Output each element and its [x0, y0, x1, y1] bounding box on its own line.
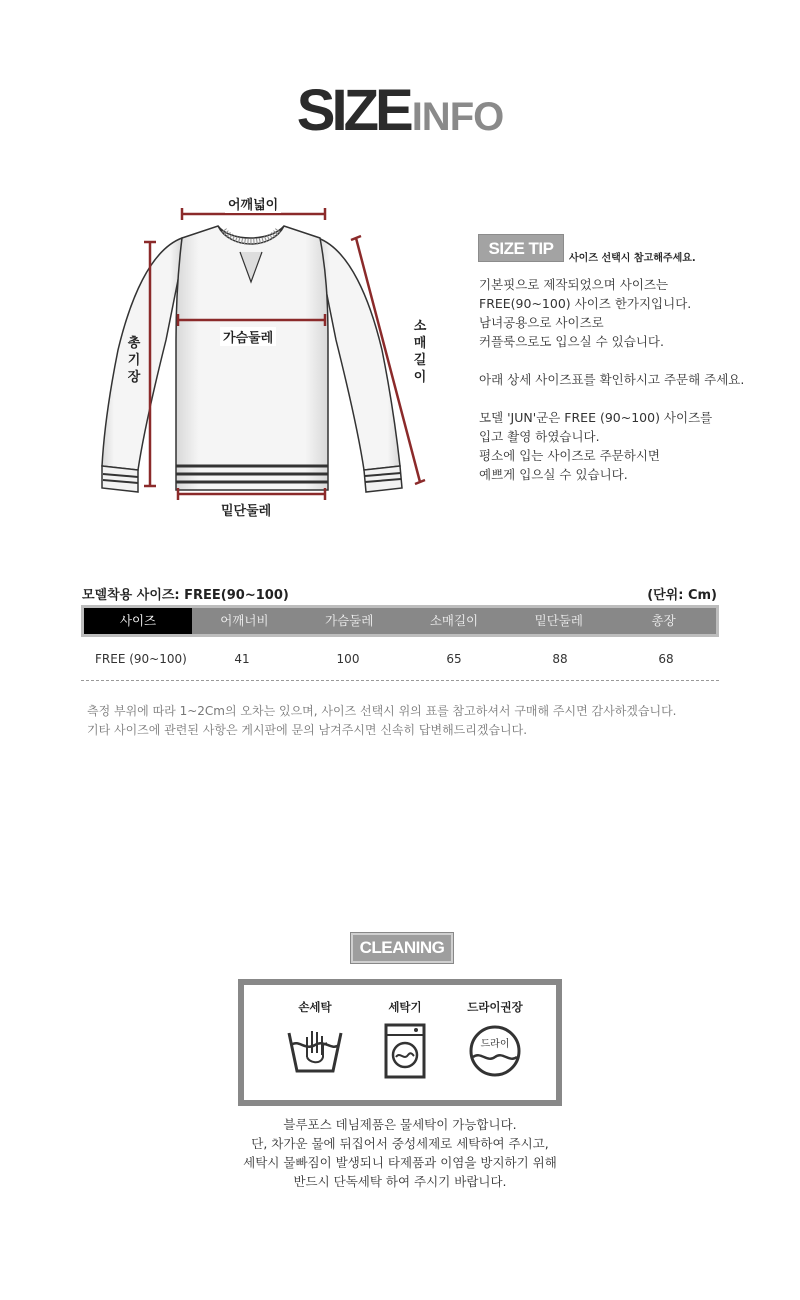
tip-gap [479, 351, 779, 370]
th-sleeve: 소매길이 [429, 613, 479, 628]
td-hem: 88 [552, 652, 568, 666]
size-tip-badge: SIZE TIP [478, 234, 564, 262]
note-line: 측정 부위에 따라 1~2Cm의 오차는 있으며, 사이즈 선택시 위의 표를 참고하셔서 구매해 주시면 감사하겠습니다. [87, 704, 677, 718]
label-shoulder: 어깨넓이 [225, 194, 281, 213]
size-tip-text [479, 275, 779, 484]
sweater-illustration [90, 190, 450, 530]
th-size: 사이즈 [84, 608, 192, 634]
care-washing-machine [360, 999, 450, 1079]
care-label: 손세탁 [298, 1000, 332, 1014]
th-hem: 밑단둘레 [534, 613, 583, 628]
tip-line: 기본핏으로 제작되었으며 사이즈는 [479, 277, 669, 292]
size-info-title [0, 78, 800, 143]
care-label: 세탁기 [388, 1000, 422, 1014]
label-chest: 가슴둘레 [220, 327, 276, 346]
th-chest: 가슴둘레 [325, 613, 374, 628]
model-size-label: 모델착용 사이즈: FREE(90~100) [82, 588, 289, 603]
tip-gap [479, 389, 779, 408]
size-tip-note: 사이즈 선택시 참고해주세요. [569, 253, 696, 264]
td-size: FREE (90~100) [95, 652, 187, 666]
cleaning-box [238, 979, 562, 1106]
cleaning-line: 블루포스 데님제품은 물세탁이 가능합니다. [283, 1117, 517, 1132]
note-line: 기타 사이즈에 관련된 사항은 게시판에 문의 남겨주시면 신속히 답변해드리겠습니다. [87, 723, 528, 737]
unit-label: (단위: Cm) [647, 588, 717, 603]
td-shoulder: 41 [234, 652, 250, 666]
dry-clean-icon-text: 드라이 [480, 1039, 510, 1050]
washing-machine-icon [382, 1023, 428, 1079]
tip-line: FREE(90~100) 사이즈 한가지입니다. [479, 296, 692, 311]
tip-line: 모델 'JUN'군은 FREE (90~100) 사이즈를 [479, 410, 713, 425]
tip-line: 예쁘게 입으실 수 있습니다. [479, 467, 628, 482]
td-sleeve: 65 [446, 652, 462, 666]
tip-line: 아래 상세 사이즈표를 확인하시고 주문해 주세요. [479, 372, 745, 387]
th-length: 총장 [651, 613, 676, 628]
size-table [81, 605, 719, 681]
th-shoulder: 어깨너비 [220, 613, 269, 628]
td-length: 68 [658, 652, 674, 666]
care-label: 드라이권장 [467, 1000, 523, 1014]
tip-line: 평소에 입는 사이즈로 주문하시면 [479, 448, 660, 463]
care-dry-clean [450, 999, 540, 1079]
measurement-notes [87, 702, 676, 740]
cleaning-line: 단, 차가운 물에 뒤집어서 중성세제로 세탁하여 주시고, [251, 1136, 549, 1151]
tip-line: 커플룩으로도 입으실 수 있습니다. [479, 334, 664, 349]
table-row [81, 637, 719, 681]
hand-wash-icon [283, 1023, 347, 1077]
label-hem: 밑단둘레 [218, 500, 274, 519]
sweater-diagram [90, 190, 450, 530]
title-size: SIZE [296, 78, 410, 143]
table-header [81, 605, 719, 637]
care-hand-wash [270, 999, 360, 1077]
cleaning-text [0, 1115, 800, 1191]
td-chest: 100 [336, 652, 360, 666]
cleaning-line: 세탁시 물빠짐이 발생되니 타제품과 이염을 방지하기 위해 [243, 1155, 557, 1170]
tip-line: 남녀공용으로 사이즈로 [479, 315, 604, 330]
title-info: INFO [411, 95, 504, 139]
tip-line: 입고 촬영 하였습니다. [479, 429, 600, 444]
label-total-length: 총기장 [127, 336, 141, 385]
cleaning-line: 반드시 단독세탁 하여 주시기 바랍니다. [293, 1174, 507, 1189]
label-sleeve-length: 소매길이 [413, 319, 427, 385]
cleaning-badge: CLEANING [351, 933, 453, 963]
dry-clean-icon [467, 1023, 523, 1079]
